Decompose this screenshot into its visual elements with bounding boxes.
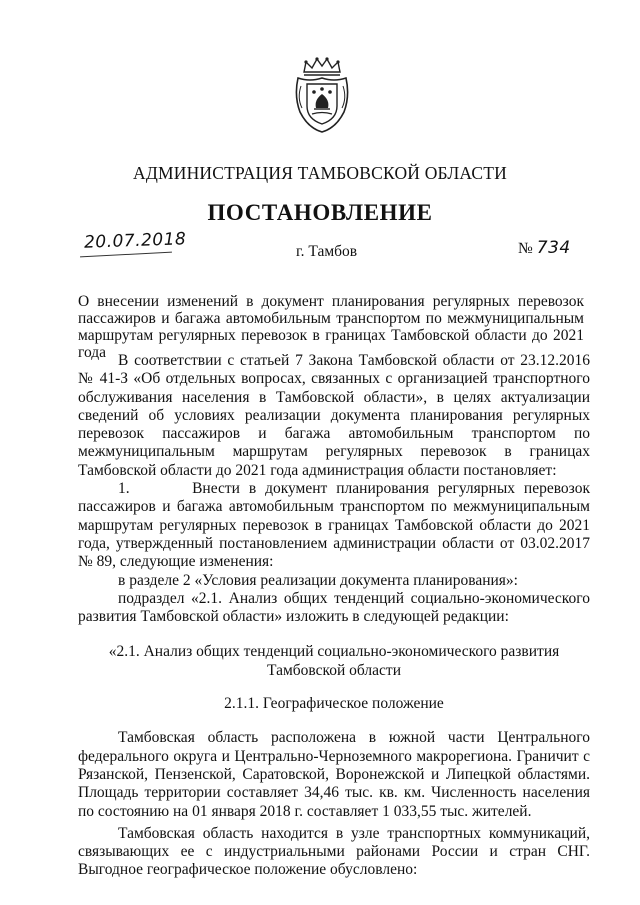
quote-heading-line-1: «2.1. Анализ общих тенденций социально-экономического развития — [108, 643, 560, 661]
document-type-title: ПОСТАНОВЛЕНИЕ — [207, 200, 433, 225]
organization-name: АДМИНИСТРАЦИЯ ТАМБОВСКОЙ ОБЛАСТИ — [133, 163, 507, 183]
document-number — [518, 238, 571, 258]
number-sign: № — [518, 240, 533, 257]
tambov-coat-of-arms-icon — [292, 56, 352, 134]
section-line: в разделе 2 «Условия реализации документа планирования»: — [118, 571, 518, 589]
preamble-paragraph: В соответствии с статьей 7 Закона Тамбовской области от 23.12.2016 № 41-З «Об отдельных вопросах, связанных с организацией транспортного обслуживания населения в Тамбовской области», в целях актуализации сведений об условиях реализации документа планирования регулярных перевозок пассажиров и багажа автомобильным транспортом по межмуниципальным маршрутам регулярных перевозок в границах Тамбовской области до 2021 года администрация области постановляет: — [78, 352, 590, 479]
geo-heading: 2.1.1. Географическое положение — [224, 695, 444, 713]
quote-heading-line-2: Тамбовской области — [267, 661, 401, 679]
item-1-paragraph — [78, 480, 590, 571]
date-underline — [80, 252, 172, 258]
handwritten-date: 20.07.2018 — [83, 229, 187, 253]
document-body — [78, 352, 590, 880]
item-1-text: Внести в документ планирования регулярных перевозок пассажиров и багажа автомобильным транспортом по межмуниципальным маршрутам регулярных перевозок в границах Тамбовской области до 2021 года, утвержденный постановлением администрации области от 03.02.2017 № 89, следующие изменения: — [78, 480, 590, 571]
item-1-number: 1. — [118, 480, 130, 498]
geo-paragraph: Тамбовская область расположена в южной части Центрального федерального округа и Центрально-Черноземного макрорегиона. Граничит с Рязанской, Пензенской, Саратовской, Воронежской и Липецкой областями. Площадь территории составляет 34,46 тыс. кв. км. Численность населения по состоянию на 01 января 2018 г. составляет 1 033,55 тыс. жителей. — [78, 729, 590, 820]
city-label: г. Тамбов — [296, 243, 358, 260]
handwritten-number: 734 — [536, 238, 571, 258]
subject-heading: О внесении изменений в документ планирования регулярных перевозок пассажиров и багажа автомобильным транспортом по межмуниципальным маршрутам регулярных перевозок в границах Тамбовской области до 2021 года — [78, 293, 584, 361]
subsection-line: подраздел «2.1. Анализ общих тенденций социально-экономического развития Тамбовской области» изложить в следующей редакции: — [78, 589, 590, 626]
transport-paragraph: Тамбовская область находится в узле транспортных коммуникаций, связывающих ее с индустриальными районами России и стран СНГ. Выгодное географическое положение обусловлено: — [78, 824, 590, 879]
